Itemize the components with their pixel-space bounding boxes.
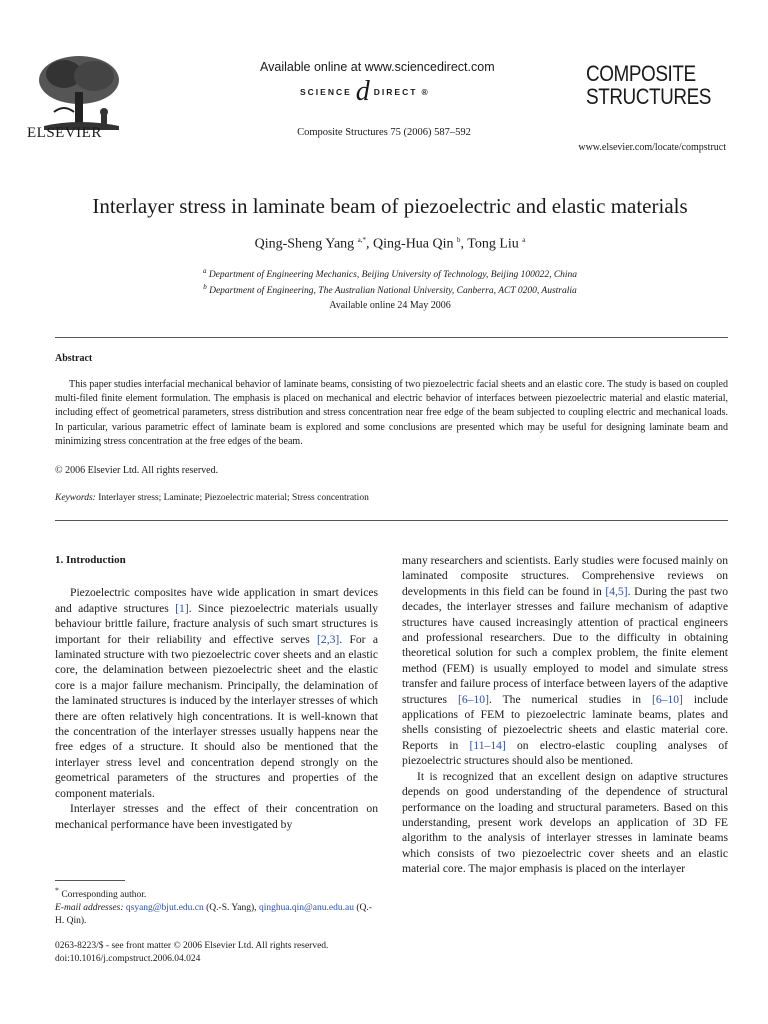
sd-registered-mark: ® [421, 87, 430, 97]
author-affiliation-mark[interactable]: a,* [357, 236, 367, 244]
text-run: . For a laminated structure with two piezoelectric cover sheets and an elastic core, the delamination between piezoelectric sheet and the elastic core is a major failure mechanism. Principally, the delamination of the laminated structures is induced by the interlayer stresses of which there are often relatively high concentrations. It is well-known that the concentration of the interlayer stresses usually happens near the free edges of a structure. It should also be mentioned that the interlayer stress level and concentration depend strongly on the geometrical parameters of the structures and properties of the component materials. [55, 632, 378, 800]
paragraph: It is recognized that an excellent design on adaptive structures depends on good understanding of the dependence of structural performance on the loading and structural parameters. Based on this understanding, present work develops an application of 3D FE algorithm to the analysis of interlayer stresses in laminate beams which consists of two piezoelectric cover sheets and an elastic material core. The major emphasis is placed on the interlayer [402, 769, 728, 876]
text-run: . The numerical studies in [488, 692, 652, 706]
footnote-divider [55, 880, 125, 881]
affiliation-line [0, 281, 768, 297]
author-affiliation-mark[interactable]: a [522, 236, 526, 244]
author-name: Qing-Hua Qin [373, 236, 454, 252]
text-run: Piezoelectric composites have wide application in smart devices and adaptive structures [55, 586, 378, 615]
paragraph [55, 585, 378, 801]
elsevier-tree-logo [24, 52, 134, 132]
sd-left-text: SCIENCE [300, 87, 352, 97]
citation-link[interactable]: [11–14] [469, 738, 506, 752]
left-column [55, 553, 378, 832]
journal-citation: Composite Structures 75 (2006) 587–592 [297, 127, 471, 138]
email-label: E-mail addresses: [55, 903, 124, 914]
affiliation-text: Department of Engineering, The Australian National University, Canberra, ACT 0200, Australia [209, 286, 577, 297]
affiliation-mark: a [202, 267, 207, 275]
sd-right-text: DIRECT [373, 87, 418, 97]
author-affiliation-mark[interactable]: b [457, 236, 461, 244]
sciencedirect-logo [300, 78, 430, 106]
author-list: Qing-Sheng Yang $^{a,*}$, Qing-Hua Qin $^b$, Tong Liu $^a$ [254, 236, 526, 252]
doi-line: doi:10.1016/j.compstruct.2006.04.024 [55, 954, 201, 964]
journal-title [586, 62, 711, 108]
available-online-date: Available online 24 May 2006 [329, 300, 451, 311]
citation-link[interactable]: [2,3] [317, 632, 340, 646]
author-name: Qing-Sheng Yang [254, 236, 355, 252]
keywords [55, 493, 369, 503]
footnotes [55, 884, 378, 928]
journal-url-link[interactable]: www.elsevier.com/locate/compstruct [578, 142, 726, 153]
divider [55, 520, 728, 521]
citation-link[interactable]: [6–10] [458, 692, 489, 706]
affiliation-mark: b [203, 283, 207, 292]
footnote-text: Corresponding author. [61, 890, 147, 901]
publisher-name: ELSEVIER [27, 125, 102, 141]
abstract-heading: Abstract [55, 353, 93, 364]
citation-link[interactable]: [1] [175, 601, 189, 615]
email-note [55, 902, 378, 928]
keywords-label: Keywords: [55, 493, 96, 503]
sd-at-icon: d [355, 76, 370, 107]
text-run: many researchers and scientists. Early studies were focused mainly on laminated composite structures. Comprehensive reviews on developments in this field can be found in [402, 554, 728, 598]
right-column [402, 553, 728, 877]
abstract-text: This paper studies interfacial mechanical behavior of laminate beams, consisting of two piezoelectric facial sheets and an elastic core. The study is based on coupled multi-filed finite element formulation. The emphasis is placed on mechanical and electric behavior of interfaces between piezoelectric material and elastic material, including effect of geometrical parameters, stress distribution and stress concentration near free edge of the beam subjected to coupling electric and mechanical loads. In particular, various parametric effect of laminate beam is explored and some conclusions are presented which may be useful for designing laminate beam and minimizing stress concentration at the free edges of the beam. [55, 379, 728, 447]
affiliation-line [0, 265, 768, 281]
affiliation-text: Department of Engineering Mechanics, Beijing University of Technology, Beijing 100022, China [208, 270, 578, 281]
text-run: . Since piezoelectric materials usually behaviour brittle failure, fracture analysis of such smart structures is important for their reliability and effective serves [55, 601, 378, 646]
paper-title: Interlayer stress in laminate beam of piezoelectric and elastic materials [92, 194, 688, 218]
text-run: include applications of FEM to piezoelectric laminate beams, plates and shells consisting of piezoelectric sheets and elastic material core. Reports in [402, 692, 728, 752]
email-link[interactable]: qinghua.qin@anu.edu.au [258, 903, 354, 914]
citation-link[interactable]: [4,5] [605, 584, 628, 598]
front-matter-notes [55, 940, 328, 966]
text-run: . During the past two decades, the interlayer stresses and failure mechanism of adaptive structures have caused increasingly attention of practical engineers and professional researchers. Due to the difficulty in obtaining theoretical solution for such a complex problem, the finite element method (FEM) is usually employed to model and simulate stress transfer and failure process of interface between layers of the adaptive structures [402, 584, 728, 706]
issn-line: 0263-8223/$ - see front matter © 2006 Elsevier Ltd. All rights reserved. [55, 941, 329, 951]
journal-title-line1: COMPOSITE [586, 61, 696, 86]
corresponding-author-note [55, 884, 378, 902]
footnote-text: (Q.-H. Qin). [55, 903, 372, 927]
section-heading: 1. Introduction [55, 554, 126, 566]
footnote-mark: * [55, 886, 59, 895]
affiliations [0, 265, 768, 297]
journal-title-line2: STRUCTURES [586, 84, 711, 109]
abstract-copyright: © 2006 Elsevier Ltd. All rights reserved. [55, 465, 219, 476]
keywords-list: Interlayer stress; Laminate; Piezoelectric material; Stress concentration [98, 493, 369, 503]
availability-line: Available online at www.sciencedirect.com [260, 60, 495, 74]
email-link[interactable]: qsyang@bjut.edu.cn [125, 903, 204, 914]
paragraph [402, 553, 728, 769]
citation-link[interactable]: [6–10] [651, 692, 683, 706]
divider [55, 337, 728, 338]
author-name: Tong Liu [467, 236, 519, 252]
text-run: on electro-elastic coupling analyses of piezoelectric structures should also be mentioned. [402, 738, 728, 768]
footnote-text: (Q.-S. Yang), [203, 903, 259, 914]
paragraph: Interlayer stresses and the effect of their concentration on mechanical performance have been investigated by [55, 802, 378, 831]
